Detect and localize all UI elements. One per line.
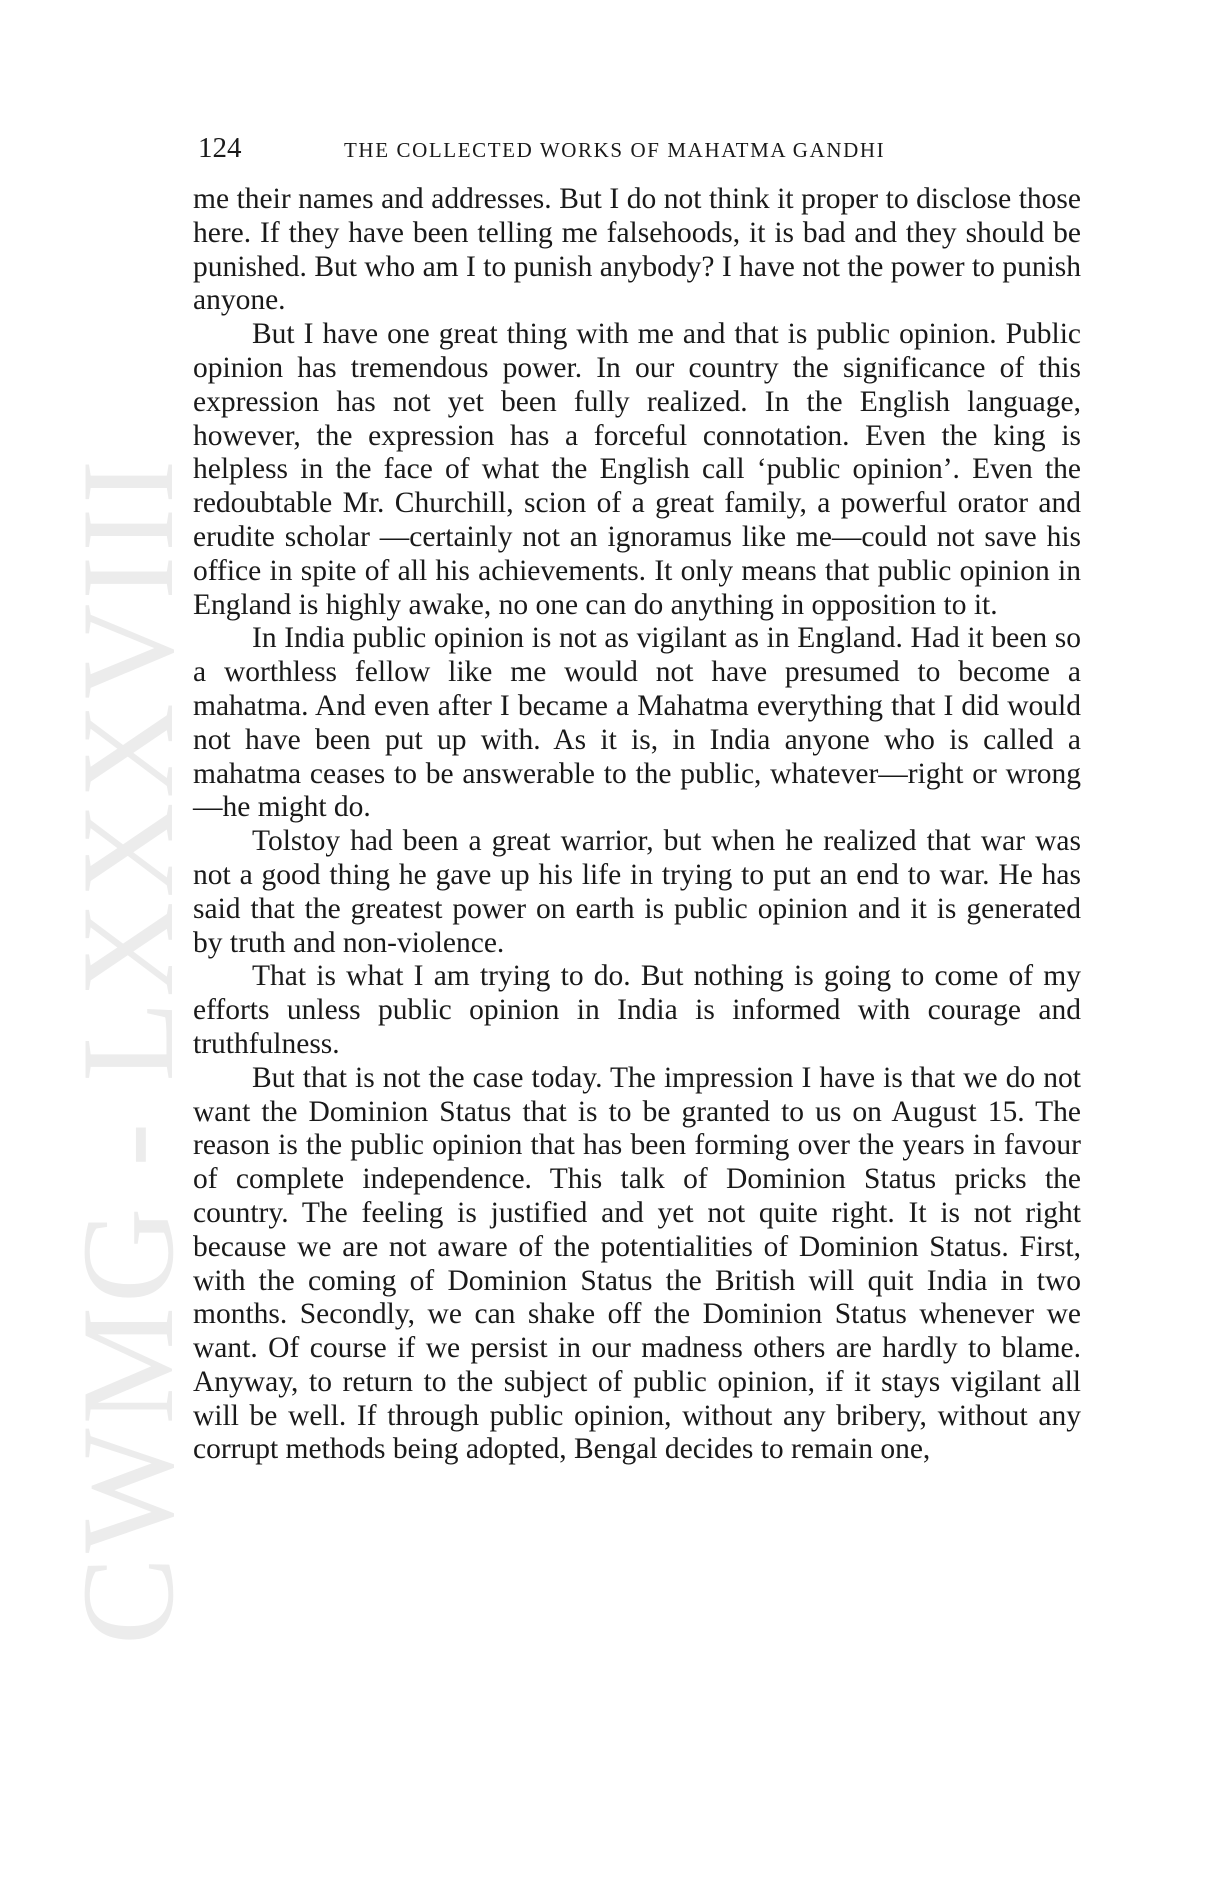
page-number: 124 xyxy=(198,132,242,164)
page-header xyxy=(198,132,1078,172)
paragraph: That is what I am trying to do. But nothing is going to come of my efforts unless public opinion in India is informed with courage and truthfulness. xyxy=(193,960,1081,1060)
paragraph: me their names and addresses. But I do not think it proper to disclose those here. If they have been telling me falsehoods, it is bad and they should be punished. But who am I to punish anybody? I have not the power to punish anyone. xyxy=(193,183,1081,317)
running-title: THE COLLECTED WORKS OF MAHATMA GANDHI xyxy=(344,138,886,162)
watermark: CWMG - LXXXVIII xyxy=(54,455,201,1645)
paragraph: But that is not the case today. The impression I have is that we do not want the Dominion Status that is to be granted to us on August 15. The reason is the public opinion that has been forming over the years in favour of complete independence. This talk of Dominion Status pricks the country. The feeling is justified and yet not quite right. It is not right because we are not aware of the potentialities of Dominion Status. First, with the coming of Dominion Status the British will quit India in two months. Secondly, we can shake off the Dominion Status whenever we want. Of course if we persist in our madness others are hardly to blame. Anyway, to return to the subject of public opinion, if it stays vigilant all will be well. If through public opinion, without any bribery, without any corrupt methods being adopted, Bengal decides to remain one, xyxy=(193,1061,1081,1466)
body-text xyxy=(193,183,1081,1467)
paragraph: In India public opinion is not as vigilant as in England. Had it been so a worthless fellow like me would not have presumed to become a mahatma. And even after I became a Mahatma everything that I did would not have been put up with. As it is, in India anyone who is called a mahatma ceases to be answerable to the public, whatever—right or wrong—he might do. xyxy=(193,622,1081,824)
paragraph: But I have one great thing with me and that is public opinion. Public opinion has tremendous power. In our country the significance of this expression has not yet been fully realized. In the English language, however, the expression has a forceful connotation. Even the king is helpless in the face of what the English call ‘public opinion’. Even the redoubtable Mr. Churchill, scion of a great family, a powerful orator and erudite scholar —certainly not an ignoramus like me—could not save his office in spite of all his achievements. It only means that public opinion in England is highly awake, no one can do anything in opposition to it. xyxy=(193,318,1081,621)
paragraph: Tolstoy had been a great warrior, but when he realized that war was not a good thing he gave up his life in trying to put an end to war. He has said that the greatest power on earth is public opinion and it is generated by truth and non-violence. xyxy=(193,825,1081,959)
